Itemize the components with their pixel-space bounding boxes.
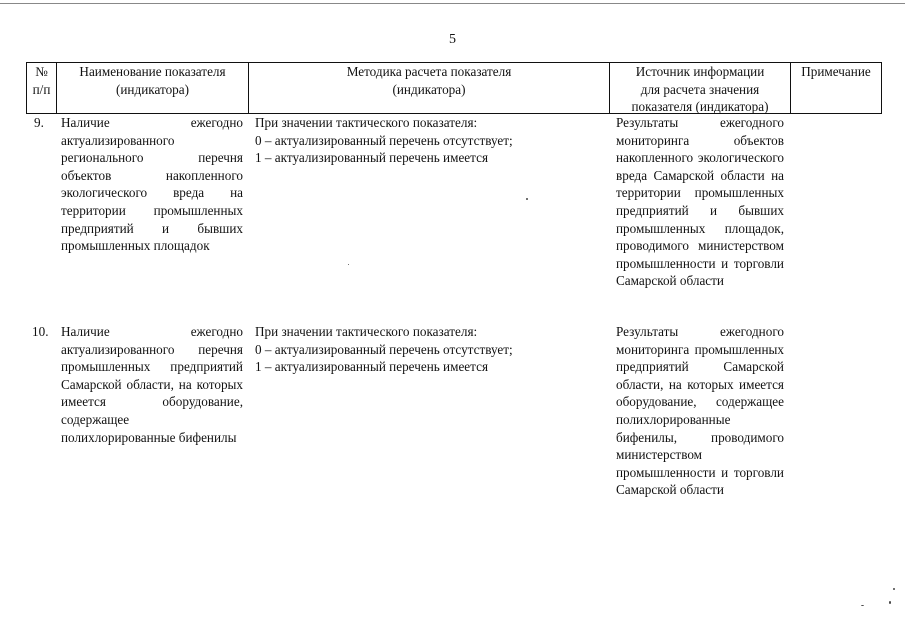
header-line: для расчета значения bbox=[640, 81, 760, 97]
information-source: Результаты ежегодного мониторинга промышленных предприятий Самарской области, на которых имеется оборудование, содержащее полихлорированные бифенилы, проводимого министерством промышленности и торговли Самарской области bbox=[616, 324, 784, 498]
scan-speck bbox=[526, 198, 528, 200]
header-line: Примечание bbox=[801, 64, 871, 79]
header-line: Наименование показателя bbox=[79, 64, 226, 79]
header-note bbox=[791, 63, 881, 81]
header-source bbox=[610, 63, 790, 116]
header-line: показателя (индикатора) bbox=[631, 99, 769, 115]
scan-speck bbox=[348, 264, 349, 265]
indicator-name: Наличие ежегодно актуализированного перечня промышленных предприятий Самарской области, на которых имеется оборудование, содержащее полихлорированные бифенилы bbox=[61, 324, 243, 445]
header-line: № bbox=[35, 64, 48, 79]
scan-speck bbox=[893, 588, 895, 590]
top-scan-rule bbox=[0, 3, 905, 4]
calculation-method bbox=[255, 323, 605, 376]
header-line: п/п bbox=[32, 81, 51, 97]
information-source: Результаты ежегодного мониторинга объектов накопленного экологического вреда Самарской области на территории промышленных предприятий и бывших промышленных площадок, проводимого министерством промышленности и торговли Самарской области bbox=[616, 115, 784, 289]
method-line: При значении тактического показателя: bbox=[255, 115, 478, 130]
scan-speck bbox=[889, 601, 891, 604]
scan-speck bbox=[861, 605, 864, 606]
method-line: 1 – актуализированный перечень имеется bbox=[255, 150, 489, 166]
header-num bbox=[26, 63, 57, 98]
method-line: При значении тактического показателя: bbox=[255, 324, 478, 339]
method-line: 0 – актуализированный перечень отсутствует; bbox=[255, 341, 513, 357]
method-line: 0 – актуализированный перечень отсутствует; bbox=[255, 132, 513, 148]
table-right-border bbox=[881, 62, 882, 113]
header-name bbox=[57, 63, 248, 98]
calculation-method bbox=[255, 114, 605, 167]
header-method bbox=[249, 63, 609, 98]
row-number: 9. bbox=[34, 115, 44, 130]
page-number: 5 bbox=[449, 32, 456, 47]
header-line: Методика расчета показателя bbox=[346, 64, 512, 79]
indicator-name: Наличие ежегодно актуализированного регионального перечня объектов накопленного экологического вреда на территории промышленных предприятий и бывших промышленных площадок bbox=[61, 115, 243, 254]
row-number: 10. bbox=[32, 324, 49, 339]
method-line: 1 – актуализированный перечень имеется bbox=[255, 359, 489, 375]
header-line: (индикатора) bbox=[115, 81, 189, 97]
header-line: (индикатора) bbox=[392, 81, 466, 97]
header-line: Источник информации bbox=[635, 64, 765, 79]
